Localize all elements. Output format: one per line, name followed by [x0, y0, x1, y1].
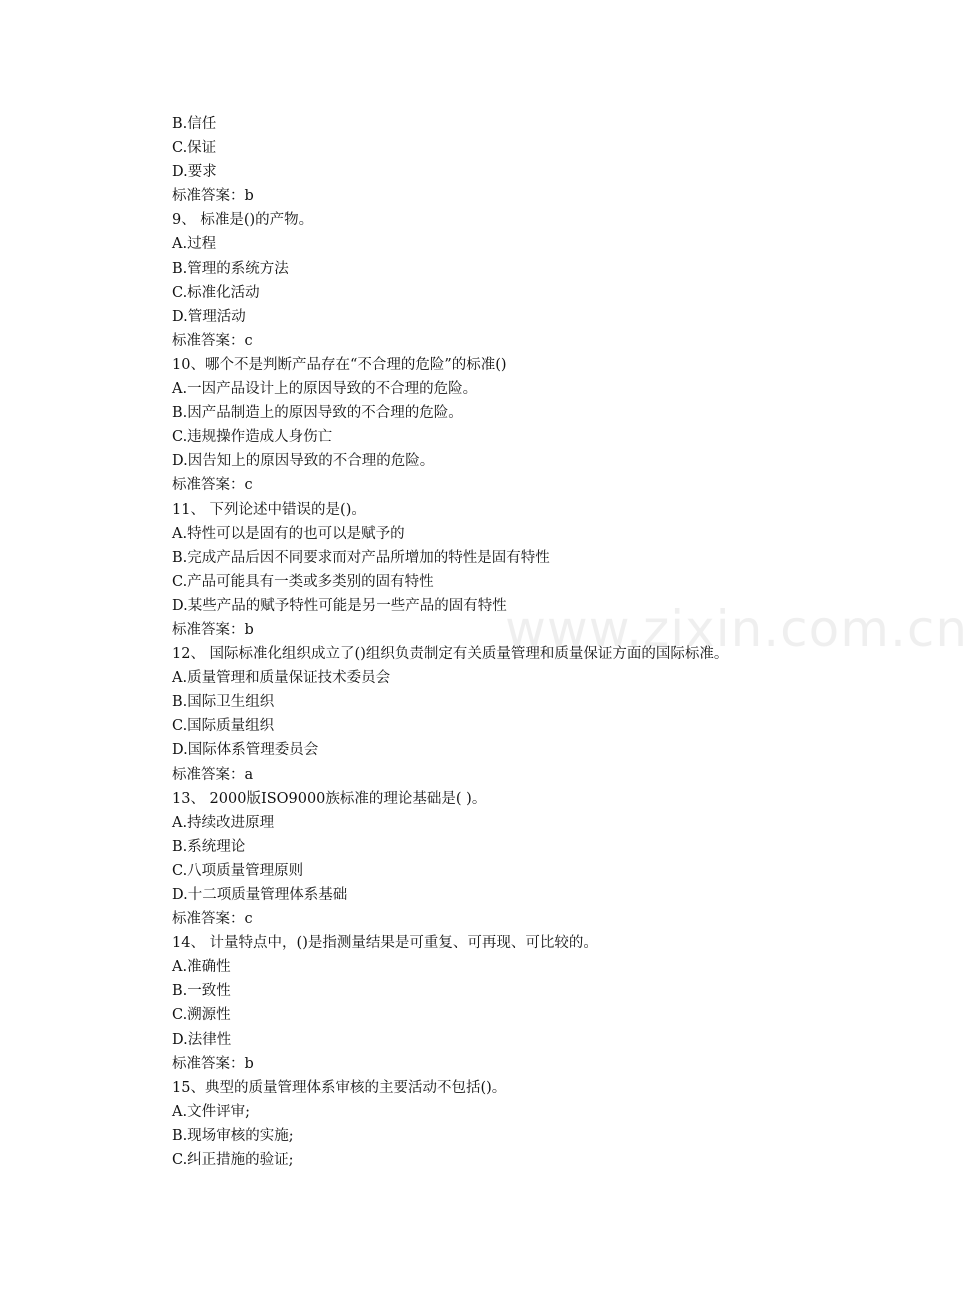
option-line: D.管理活动	[172, 308, 246, 325]
option-line: D.法律性	[172, 1031, 232, 1048]
option-line: A.一因产品设计上的原因导致的不合理的危险。	[172, 381, 478, 398]
answer-line: 标准答案：a	[172, 766, 254, 783]
option-line: B.信任	[172, 116, 217, 132]
document-body	[172, 112, 872, 1172]
watermark: www.zixin.com.cn	[505, 600, 968, 658]
option-line: A.准确性	[172, 959, 231, 976]
answer-line: 标准答案：c	[172, 911, 253, 928]
option-line: C.保证	[172, 140, 217, 157]
option-line: C.标准化活动	[172, 284, 260, 301]
option-line: C.八项质量管理原则	[172, 862, 304, 879]
option-line: B.国际卫生组织	[172, 694, 275, 711]
option-line: B.一致性	[172, 983, 231, 1000]
question-14: 14、 计量特点中，()是指测量结果是可重复、可再现、可比较的。	[172, 935, 598, 952]
answer-line: 标准答案：b	[172, 1055, 254, 1072]
option-line: B.现场审核的实施;	[172, 1127, 294, 1144]
question-13: 13、 2000版ISO9000族标准的理论基础是( )。	[172, 790, 487, 807]
answer-line: 标准答案：b	[172, 188, 254, 205]
question-10: 10、哪个不是判断产品存在“不合理的危险”的标准()	[172, 356, 507, 373]
option-line: C.违规操作造成人身伤亡	[172, 429, 333, 446]
answer-line: 标准答案：c	[172, 332, 253, 349]
option-line: D.十二项质量管理体系基础	[172, 887, 348, 903]
option-line: B.因产品制造上的原因导致的不合理的危险。	[172, 405, 463, 422]
option-line: D.国际体系管理委员会	[172, 742, 319, 759]
option-line: A.文件评审;	[172, 1103, 250, 1120]
option-line: A.过程	[172, 236, 217, 253]
question-12: 12、 国际标准化组织成立了()组织负责制定有关质量管理和质量保证方面的国际标准。	[172, 646, 729, 663]
option-line: A.质量管理和质量保证技术委员会	[172, 670, 391, 687]
question-9: 9、 标准是()的产物。	[172, 212, 314, 229]
option-line: A.持续改进原理	[172, 814, 275, 831]
option-line: C.溯源性	[172, 1007, 231, 1024]
option-line: C.产品可能具有一类或多类别的固有特性	[172, 573, 434, 590]
question-11: 11、 下列论述中错误的是()。	[172, 501, 366, 518]
question-15: 15、典型的质量管理体系审核的主要活动不包括()。	[172, 1079, 507, 1096]
option-line: C.纠正措施的验证;	[172, 1152, 294, 1169]
option-line: B.完成产品后因不同要求而对产品所增加的特性是固有特性	[172, 549, 550, 566]
option-line: D.要求	[172, 164, 217, 181]
option-line: A.特性可以是固有的也可以是赋予的	[172, 525, 405, 542]
option-line: C.国际质量组织	[172, 718, 275, 735]
option-line: B.系统理论	[172, 838, 246, 855]
option-line: D.因告知上的原因导致的不合理的危险。	[172, 453, 435, 470]
option-line: D.某些产品的赋予特性可能是另一些产品的固有特性	[172, 597, 507, 614]
answer-line: 标准答案：b	[172, 621, 254, 638]
option-line: B.管理的系统方法	[172, 260, 289, 277]
answer-line: 标准答案：c	[172, 477, 253, 494]
